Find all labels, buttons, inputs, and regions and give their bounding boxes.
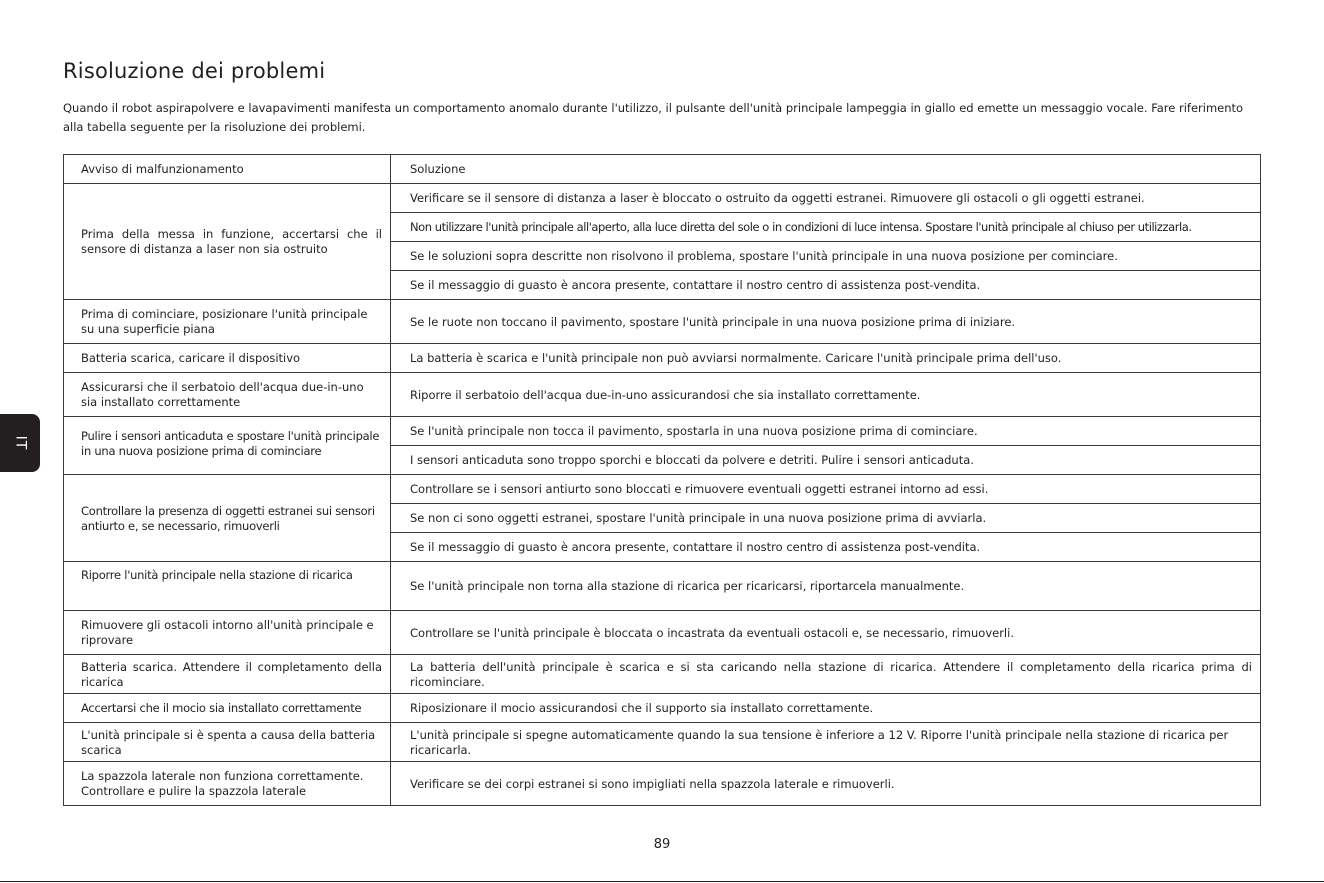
page-title: Risoluzione dei problemi [63,59,326,83]
solution-cell: Se il messaggio di guasto è ancora presente, contattare il nostro centro di assistenza post-vendita. [391,271,1261,300]
warning-cell: Assicurarsi che il serbatoio dell'acqua due-in-uno sia installato correttamente [64,373,391,417]
solution-cell: La batteria dell'unità principale è scarica e si sta caricando nella stazione di ricarica. Attendere il completamento della ricarica prima di ricominciare. [391,655,1261,694]
warning-cell: L'unità principale si è spenta a causa della batteria scarica [64,723,391,762]
table-header-row [64,155,1261,184]
column-header-solution: Soluzione [391,155,1261,184]
warning-cell: Accertarsi che il mocio sia installato correttamente [64,694,391,723]
table-row [64,694,1261,723]
solution-cell: Verificare se il sensore di distanza a laser è bloccato o ostruito da oggetti estranei. Rimuovere gli ostacoli o gli oggetti estranei. [391,184,1261,213]
table-row [64,373,1261,417]
table-row [64,184,1261,213]
table-row [64,344,1261,373]
bottom-divider [0,881,1324,882]
solution-cell: Non utilizzare l'unità principale all'aperto, alla luce diretta del sole o in condizioni di luce intensa. Spostare l'unità principale al chiuso per utilizzarla. [391,213,1261,242]
solution-cell: Se l'unità principale non torna alla stazione di ricarica per ricaricarsi, riportarcela manualmente. [391,562,1261,611]
warning-cell: Prima della messa in funzione, accertarsi che il sensore di distanza a laser non sia ostruito [64,184,391,300]
solution-cell: Controllare se i sensori antiurto sono bloccati e rimuovere eventuali oggetti estranei intorno ad essi. [391,475,1261,504]
solution-cell: Riposizionare il mocio assicurandosi che il supporto sia installato correttamente. [391,694,1261,723]
solution-cell: Controllare se l'unità principale è bloccata o incastrata da eventuali ostacoli e, se necessario, rimuoverli. [391,611,1261,655]
solution-cell: Verificare se dei corpi estranei si sono impigliati nella spazzola laterale e rimuoverli. [391,762,1261,806]
solution-cell: Se l'unità principale non tocca il pavimento, spostarla in una nuova posizione prima di cominciare. [391,417,1261,446]
page-number: 89 [653,837,671,852]
solution-cell: Se non ci sono oggetti estranei, spostare l'unità principale in una nuova posizione prima di avviarla. [391,504,1261,533]
warning-cell: Batteria scarica. Attendere il completamento della ricarica [64,655,391,694]
warning-cell: Pulire i sensori anticaduta e spostare l'unità principale in una nuova posizione prima di cominciare [64,417,391,475]
warning-cell: Controllare la presenza di oggetti estranei sui sensori antiurto e, se necessario, rimuoverli [64,475,391,562]
language-tab-label: IT [12,435,28,451]
warning-cell: Riporre l'unità principale nella stazione di ricarica [64,562,391,611]
table-row [64,762,1261,806]
table-row [64,611,1261,655]
table-row [64,300,1261,344]
solution-cell: La batteria è scarica e l'unità principale non può avviarsi normalmente. Caricare l'unità principale prima dell'uso. [391,344,1261,373]
troubleshooting-table [63,154,1261,806]
intro-paragraph: Quando il robot aspirapolvere e lavapavimenti manifesta un comportamento anomalo durante l'utilizzo, il pulsante dell'unità principale lampeggia in giallo ed emette un messaggio vocale. Fare riferimento alla tabella seguente per la risoluzione dei problemi. [63,101,1244,134]
warning-cell: Rimuovere gli ostacoli intorno all'unità principale e riprovare [64,611,391,655]
table-row [64,562,1261,611]
table-row [64,655,1261,694]
solution-cell: Se le soluzioni sopra descritte non risolvono il problema, spostare l'unità principale in una nuova posizione per cominciare. [391,242,1261,271]
language-tab [0,414,40,472]
solution-cell: Riporre il serbatoio dell'acqua due-in-uno assicurandosi che sia installato correttamente. [391,373,1261,417]
table-row [64,475,1261,504]
table-row [64,723,1261,762]
warning-cell: Prima di cominciare, posizionare l'unità principale su una superficie piana [64,300,391,344]
solution-cell: L'unità principale si spegne automaticamente quando la sua tensione è inferiore a 12 V. Riporre l'unità principale nella stazione di ricarica per ricaricarla. [391,723,1261,762]
table-row [64,417,1261,446]
solution-cell: Se le ruote non toccano il pavimento, spostare l'unità principale in una nuova posizione prima di iniziare. [391,300,1261,344]
warning-cell: Batteria scarica, caricare il dispositivo [64,344,391,373]
solution-cell: Se il messaggio di guasto è ancora presente, contattare il nostro centro di assistenza post-vendita. [391,533,1261,562]
solution-cell: I sensori anticaduta sono troppo sporchi e bloccati da polvere e detriti. Pulire i sensori anticaduta. [391,446,1261,475]
column-header-warning: Avviso di malfunzionamento [64,155,391,184]
warning-cell: La spazzola laterale non funziona correttamente. Controllare e pulire la spazzola laterale [64,762,391,806]
